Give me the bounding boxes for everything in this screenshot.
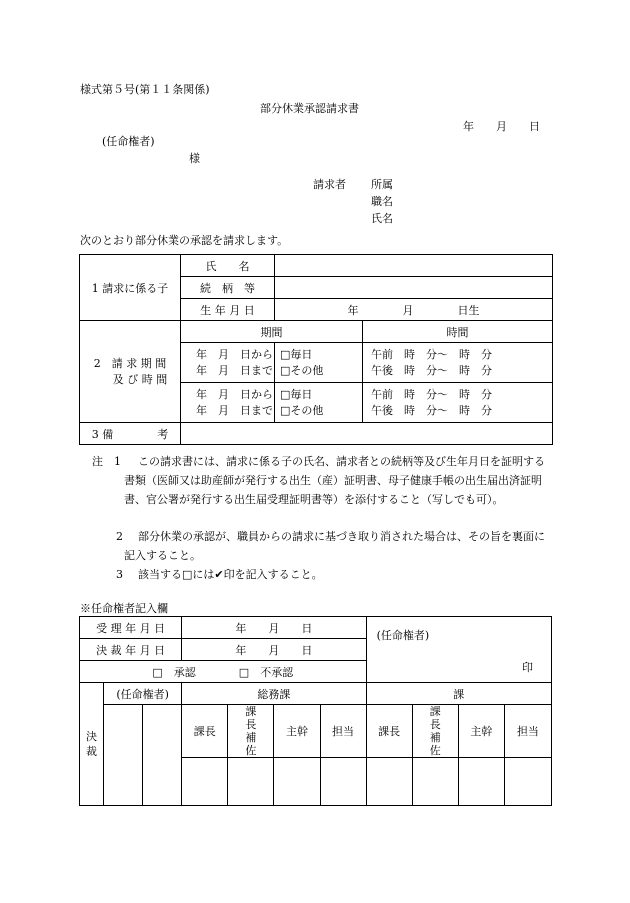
- requester-position: 職名: [371, 195, 393, 208]
- stamp-cell[interactable]: [412, 758, 458, 806]
- freq-other: □その他: [280, 403, 324, 417]
- request-table: [79, 254, 553, 445]
- child-relation-field[interactable]: [275, 277, 553, 299]
- ka-col-kacho: 課長: [366, 705, 412, 758]
- time-pm: 午後 時 分～ 時 分: [371, 403, 492, 417]
- freq-daily: □毎日: [280, 347, 313, 361]
- time-range-1[interactable]: [363, 343, 553, 383]
- authority-label: (任命権者): [376, 629, 430, 642]
- note-1: この請求書には、請求に係る子の氏名、請求者との続柄等及び生年月日を証明する書類（医師又は助産師が発行する出生（産）証明書、母子健康手帳の出生届出済証明書、官公署が発行する出生届受理証明書等）を添付すること（写しでも可）。: [124, 455, 545, 506]
- child-birth-field[interactable]: 年 月 日生: [275, 299, 553, 321]
- period-row-label-1: 2 請 求 期 間: [93, 356, 167, 370]
- received-date-label: 受 理 年 月 日: [80, 617, 182, 639]
- date-line: 年 月 日: [463, 120, 540, 133]
- child-row-label: 1 請求に係る子: [80, 255, 181, 321]
- decided-date-label: 決 裁 年 月 日: [80, 639, 182, 661]
- requester-name: 氏名: [371, 212, 393, 225]
- authority-table: [79, 616, 552, 806]
- form-number: 様式第５号(第１１条関係): [80, 83, 210, 96]
- stamp-cell[interactable]: [228, 758, 274, 806]
- remarks-label: 3 備 考: [80, 423, 181, 445]
- authority-section-title: ※任命権者記入欄: [80, 602, 168, 615]
- period-range-1[interactable]: [181, 343, 275, 383]
- soumu-col-shukan: 主幹: [274, 705, 320, 758]
- ninmei-stamp-2[interactable]: [143, 705, 182, 806]
- time-range-2[interactable]: [363, 383, 553, 423]
- soumu-header: 総務課: [182, 683, 366, 705]
- kessai-label: [80, 683, 104, 806]
- stamp-cell[interactable]: [504, 758, 551, 806]
- intro-text: 次のとおり部分休業の承認を請求します。: [80, 234, 289, 247]
- child-birth-label: 生 年 月 日: [181, 299, 275, 321]
- period-header: 期間: [181, 321, 363, 343]
- stamp-cell[interactable]: [274, 758, 320, 806]
- note-2-number: 2: [116, 530, 123, 543]
- freq-other: □その他: [280, 363, 324, 377]
- form-title: 部分休業承認請求書: [260, 102, 359, 115]
- stamp-cell[interactable]: [458, 758, 504, 806]
- disapprove-checkbox[interactable]: □ 不承認: [238, 665, 294, 679]
- period-row-label-2: 及 び 時 間: [112, 372, 168, 386]
- ka-col-shukan: 主幹: [458, 705, 504, 758]
- remarks-field[interactable]: [181, 423, 553, 445]
- period-to: 年 月 日まで: [196, 403, 273, 417]
- ka-col-tanto: 担当: [504, 705, 551, 758]
- child-name-field[interactable]: [275, 255, 553, 277]
- stamp-cell[interactable]: [366, 758, 412, 806]
- stamp-cell[interactable]: [182, 758, 228, 806]
- time-pm: 午後 時 分～ 時 分: [371, 363, 492, 377]
- child-relation-label: 続 柄 等: [181, 277, 275, 299]
- child-name-label: 氏 名: [181, 255, 275, 277]
- freq-daily: □毎日: [280, 387, 313, 401]
- time-am: 午前 時 分～ 時 分: [371, 347, 492, 361]
- addressee-honorific: 様: [189, 152, 200, 165]
- decided-date-field[interactable]: 年 月 日: [182, 639, 366, 661]
- ninmei-stamp-1[interactable]: [104, 705, 143, 806]
- ka-header: 課: [366, 683, 551, 705]
- soumu-col-tanto: 担当: [320, 705, 366, 758]
- time-header: 時間: [363, 321, 553, 343]
- period-from: 年 月 日から: [196, 387, 273, 401]
- authority-seal-box[interactable]: [366, 617, 551, 683]
- requester-affiliation: 所属: [371, 178, 393, 191]
- frequency-2[interactable]: [275, 383, 363, 423]
- note-3-number: 3: [116, 568, 123, 581]
- time-am: 午前 時 分～ 時 分: [371, 387, 492, 401]
- notes-head: 注 1: [92, 455, 121, 468]
- kessai-text: 決裁: [86, 730, 98, 758]
- ninmei-header: (任命権者): [104, 683, 182, 705]
- stamp-cell[interactable]: [320, 758, 366, 806]
- period-row-label: [80, 321, 181, 423]
- ka-col-hosa: 課長補佐: [412, 705, 458, 758]
- frequency-1[interactable]: [275, 343, 363, 383]
- period-from: 年 月 日から: [196, 347, 273, 361]
- received-date-field[interactable]: 年 月 日: [182, 617, 366, 639]
- period-to: 年 月 日まで: [196, 363, 273, 377]
- note-2: 部分休業の承認が、職員からの請求に基づき取り消された場合は、その旨を裏面に記入すること。: [124, 530, 545, 562]
- approve-checkbox[interactable]: □ 承認: [152, 665, 196, 679]
- requester-label: 請求者: [313, 178, 346, 191]
- seal-mark: 印: [522, 661, 533, 674]
- soumu-col-kacho: 課長: [182, 705, 228, 758]
- period-range-2[interactable]: [181, 383, 275, 423]
- soumu-col-hosa: 課長補佐: [228, 705, 274, 758]
- addressee-role: (任命権者): [102, 135, 155, 148]
- decision-options[interactable]: [80, 661, 367, 683]
- note-3: 該当する□には✔印を記入すること。: [138, 568, 323, 581]
